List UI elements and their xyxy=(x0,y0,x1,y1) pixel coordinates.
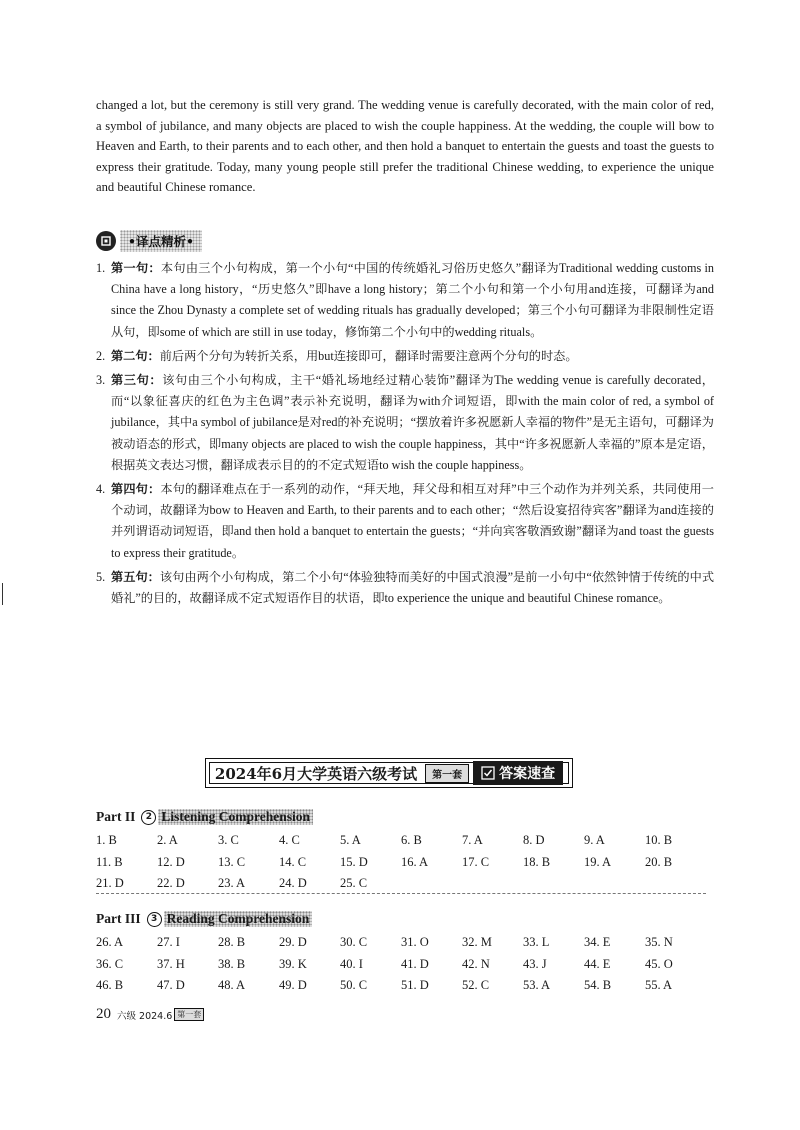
answer-cell: 48. A xyxy=(218,978,246,992)
answer-cell: 3. C xyxy=(218,833,239,847)
note-number: 3. xyxy=(96,373,106,388)
part2-number: Part II xyxy=(96,809,136,824)
answer-cell: 7. A xyxy=(462,833,483,847)
answer-cell: 29. D xyxy=(279,935,307,949)
answer-cell: 41. D xyxy=(401,956,429,971)
part3-title: Reading Comprehension xyxy=(164,911,313,927)
answer-cell: 25. C xyxy=(340,876,368,890)
note-body: 本句的翻译难点在于一系列的动作，“拜天地，拜父母和相互对拜”中三个动作为并列关系，共同使用一个动词，故翻译为bow to Heaven and Earth, to their parents and to each other；“然后设宴招待宾客”翻译为and连接的并列谓语动词短语，即and then hold a banquet to entertain the guests；“并向宾客敬酒致谢”翻译为and toast the guests to express their gratitude。 xyxy=(111,482,714,560)
answer-cell: 32. M xyxy=(462,935,492,949)
note-number: 5. xyxy=(96,569,106,584)
part3-answer-grid xyxy=(96,932,706,997)
analysis-note xyxy=(96,479,714,564)
answer-cell: 24. D xyxy=(279,876,307,890)
part2-circle-badge: 2 xyxy=(141,810,156,825)
note-heading: 第一句： xyxy=(111,261,161,275)
answer-cell: 8. D xyxy=(523,833,545,847)
answer-cell: 53. A xyxy=(523,978,551,992)
banner-title: 2024年6月大学英语六级考试 xyxy=(214,764,418,783)
page-number: 20 xyxy=(96,1006,111,1022)
answer-cell: 42. N xyxy=(462,956,490,971)
analysis-note xyxy=(96,258,714,343)
analysis-note xyxy=(96,346,714,367)
part3-number: Part III xyxy=(96,911,141,926)
intro-paragraph: changed a lot, but the ceremony is still very grand. The wedding venue is carefully decorated, with the main color of red, a symbol of jubilance, and many objects are placed to wish the couple happiness. At the wedding, the couple will bow to Heaven and Earth, to their parents and to each other, and then hold a banquet to entertain the guests and toast the guests to express their gratitude. Today, many young people still prefer the traditional Chinese wedding, to experience the unique and beautiful Chinese romance. xyxy=(96,98,714,195)
answer-cell: 36. C xyxy=(96,956,124,971)
answer-cell: 19. A xyxy=(584,854,612,869)
analysis-section-label: •译点精析• xyxy=(120,230,202,252)
answer-cell: 4. C xyxy=(279,833,300,847)
answer-cell: 5. A xyxy=(340,833,361,847)
answer-cell: 44. E xyxy=(584,956,611,971)
answer-cell: 33. L xyxy=(523,935,550,949)
answer-cell: 30. C xyxy=(340,935,368,949)
answer-cell: 12. D xyxy=(157,854,185,869)
margin-mark xyxy=(2,583,3,605)
answer-cell: 31. O xyxy=(401,935,429,949)
answer-cell: 39. K xyxy=(279,956,307,971)
answer-cell: 34. E xyxy=(584,935,611,949)
analysis-note xyxy=(96,567,714,609)
answer-cell: 18. B xyxy=(523,854,551,869)
note-heading: 第四句： xyxy=(111,482,161,497)
part2-answer-grid xyxy=(96,830,706,895)
checklist-icon xyxy=(481,766,495,780)
answer-cell: 26. A xyxy=(96,935,124,949)
banner-quick-check xyxy=(473,761,563,785)
answer-cell: 13. C xyxy=(218,854,246,869)
answer-cell: 46. B xyxy=(96,978,124,992)
analysis-notes xyxy=(96,258,714,612)
answer-cell: 43. J xyxy=(523,956,547,971)
part2-listening xyxy=(96,806,706,895)
note-heading: 第五句： xyxy=(111,569,160,584)
answer-key-banner xyxy=(205,758,573,788)
note-heading: 第三句： xyxy=(111,373,163,388)
note-body: 该句由两个小句构成，第二个小句“体验独特而美好的中国式浪漫”是前一小句中“依然钟情于传统的中式婚礼”的目的，故翻译成不定式短语作目的状语，即to experience the unique and beautiful Chinese romance。 xyxy=(111,569,715,606)
answer-cell: 15. D xyxy=(340,854,368,869)
answer-cell: 2. A xyxy=(157,833,178,847)
answer-cell: 28. B xyxy=(218,935,246,949)
part3-header xyxy=(96,908,706,930)
note-number: 4. xyxy=(96,482,106,497)
answer-cell: 55. A xyxy=(645,978,673,992)
answer-cell: 11. B xyxy=(96,854,123,869)
answer-cell: 1. B xyxy=(96,833,117,847)
answer-cell: 16. A xyxy=(401,854,429,869)
answer-cell: 49. D xyxy=(279,978,307,992)
part2-title: Listening Comprehension xyxy=(158,809,313,825)
answer-cell: 10. B xyxy=(645,833,673,847)
answer-cell: 20. B xyxy=(645,854,673,869)
pen-icon xyxy=(96,231,116,251)
note-number: 2. xyxy=(96,348,106,363)
answer-cell: 27. I xyxy=(157,935,180,949)
page-footer xyxy=(96,1006,204,1023)
answer-cell: 22. D xyxy=(157,876,185,890)
analysis-note xyxy=(96,370,714,476)
footer-label: 六级 2024.6 xyxy=(117,1010,173,1022)
answer-cell: 6. B xyxy=(401,833,422,847)
answer-cell: 45. O xyxy=(645,956,673,971)
section-divider xyxy=(96,893,706,894)
banner-quick-label: 答案速查 xyxy=(499,766,556,782)
answer-cell: 14. C xyxy=(279,854,307,869)
answer-cell: 47. D xyxy=(157,978,185,992)
answer-cell: 50. C xyxy=(340,978,368,992)
part3-reading xyxy=(96,908,706,997)
note-number: 1. xyxy=(96,261,106,275)
answer-cell: 51. D xyxy=(401,978,429,992)
footer-set-tag: 第一套 xyxy=(174,1008,204,1021)
answer-cell: 23. A xyxy=(218,876,246,890)
answer-cell: 37. H xyxy=(157,956,185,971)
part3-circle-badge: 3 xyxy=(147,912,162,927)
answer-cell: 40. I xyxy=(340,956,363,971)
note-body: 前后两个分句为转折关系，用but连接即可，翻译时需要注意两个分句的时态。 xyxy=(159,348,578,363)
answer-cell: 35. N xyxy=(645,935,673,949)
part2-header xyxy=(96,806,706,828)
note-body: 本句由三个小句构成，第一个小句“中国的传统婚礼习俗历史悠久”翻译为Traditional wedding customs in China have a long history，“历史悠久”即have a long history；第二个小句和第一个小句用and连接，可翻译为and since the Zhou Dynasty a complete set of wedding rituals has gradually developed；第三个小句可翻译为非限制性定语从句，即some of which are still in use today，修饰第二个小句中的wedding rituals。 xyxy=(111,261,715,339)
answer-cell: 17. C xyxy=(462,854,490,869)
answer-cell: 38. B xyxy=(218,956,246,971)
note-body: 该句由三个小句构成，主干“婚礼场地经过精心装饰”翻译为The wedding venue is carefully decorated，而“以象征喜庆的红色为主色调”表示补充说明，翻译为with介词短语，即with the main color of red, a symbol of jubilance，其中a symbol of jubilance是对red的补充说明；“摆放着许多祝愿新人幸福的物件”是无主语句，可翻译为被动语态的形式，即many objects are placed to wish the couple happiness，其中“许多祝愿新人幸福的”原本是定语，根据英文表达习惯，翻译成表示目的的不定式短语to wish the couple happiness。 xyxy=(111,373,714,472)
banner-set-tag: 第一套 xyxy=(425,764,469,783)
answer-cell: 54. B xyxy=(584,978,612,992)
analysis-section-title xyxy=(96,230,202,252)
note-heading: 第二句： xyxy=(111,348,160,363)
answer-cell: 21. D xyxy=(96,876,124,890)
answer-cell: 9. A xyxy=(584,833,605,847)
answer-cell: 52. C xyxy=(462,978,490,992)
